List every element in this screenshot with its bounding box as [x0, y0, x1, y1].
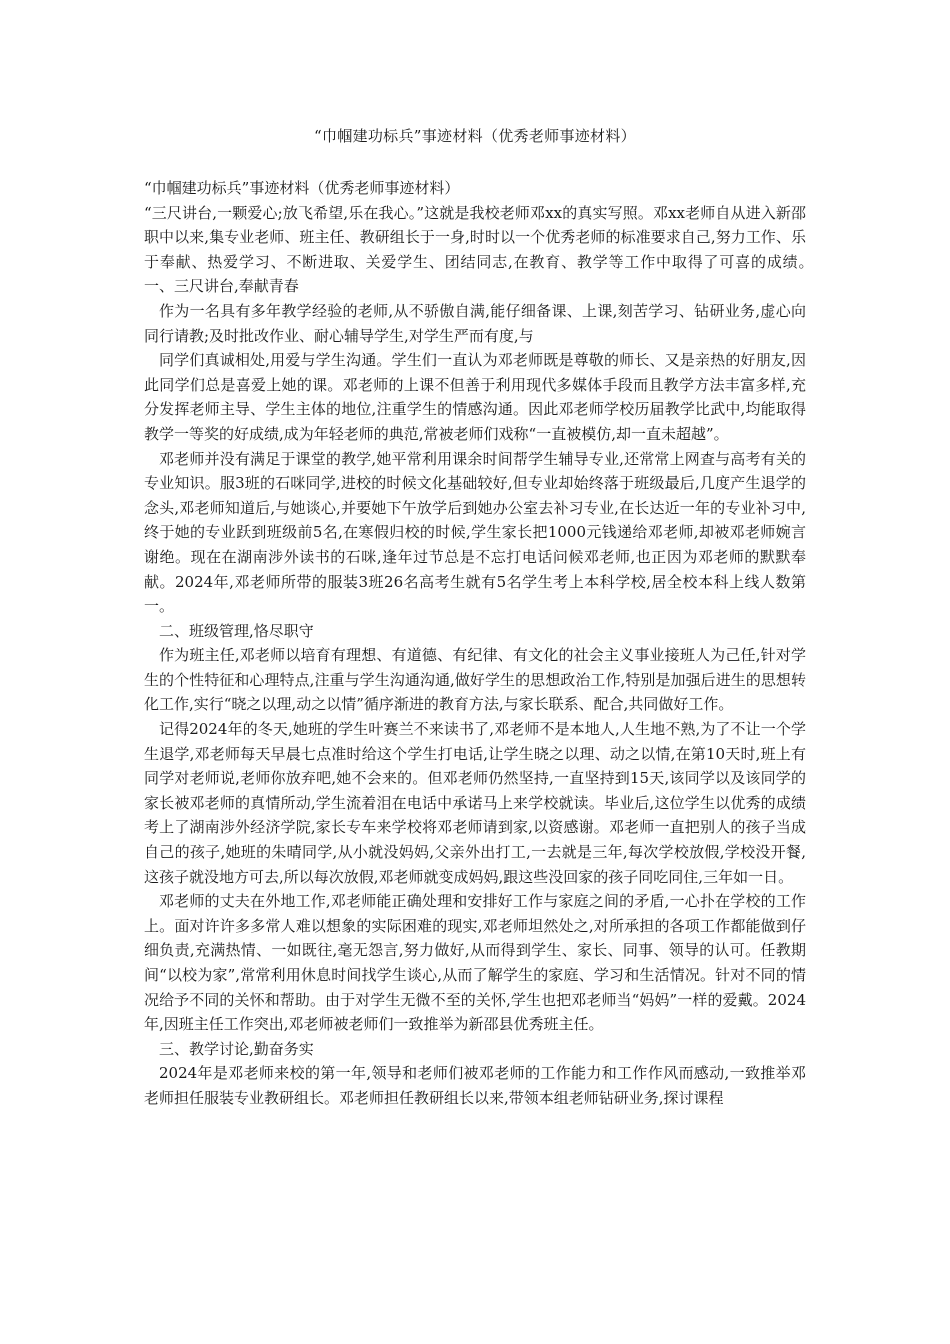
document-body [144, 176, 822, 1111]
section-heading-class-management: 二、班级管理,恪尽职守 [159, 621, 314, 640]
document-title: “巾帼建功标兵”事迹材料（优秀老师事迹材料） [314, 127, 636, 145]
paragraph-teaching-3: 邓老师并没有满足于课堂的教学,她平常利用课余时间帮学生辅导专业,还常常上网查与高考有关的专业知识。服3班的石咪同学,进校的时候文化基础较好,但专业却始终落于班级最后,几度产生退学的念头,邓老师知道后,与她谈心,并要她下午放学后到她办公室去补习专业,在长达近一年的专业补习中,终于她的专业跃到班级前5名,在寒假归校的时候,学生家长把1000元钱递给邓老师,却被邓老师婉言谢绝。现在在湖南涉外读书的石咪,逢年过节总是不忘打电话问候邓老师,也正因为邓老师的默默奉献。2024年,邓老师所带的服装3班26名高考生就有5名学生考上本科学校,居全校本科上线人数第一。 [144, 449, 806, 616]
section-heading-teaching-research: 三、教学讨论,勤奋务实 [159, 1039, 314, 1058]
paragraph-teaching-2: 同学们真诚相处,用爱与学生沟通。学生们一直认为邓老师既是尊敬的师长、又是亲热的好朋友,因此同学们总是喜爱上她的课。邓老师的上课不但善于利用现代多媒体手段而且教学方法丰富多样,充分发挥老师主导、学生主体的地位,注重学生的情感沟通。因此邓老师学校历届教学比武中,均能取得教学一等奖的好成绩,成为年轻老师的典范,常被老师们戏称“一直被模仿,却一直未超越”。 [144, 351, 806, 443]
paragraph-class-2: 记得2024年的冬天,她班的学生叶赛兰不来读书了,邓老师不是本地人,人生地不熟,为了不让一个学生退学,邓老师每天早晨七点准时给这个学生打电话,让学生晓之以理、动之以情,在第10天时,班上有同学对老师说,老师你放弃吧,她不会来的。但邓老师仍然坚持,一直坚持到15天,该同学以及该同学的家长被邓老师的真情所动,学生流着泪在电话中承诺马上来学校就读。毕业后,这位学生以优秀的成绩考上了湖南涉外经济学院,家长专车来学校将邓老师请到家,以资感谢。邓老师一直把别人的孩子当成自己的孩子,她班的朱晴同学,从小就没妈妈,父亲外出打工,一去就是三年,每次学校放假,学校没开餐,这孩子就没地方可去,所以每次放假,邓老师就变成妈妈,跟这些没回家的孩子同吃同住,三年如一日。 [144, 720, 806, 886]
paragraph-intro: “三尺讲台,一颗爱心;放飞希望,乐在我心。”这就是我校老师邓xx的真实写照。邓xx老师自从进入新邵职中以来,集专业老师、班主任、教研组长于一身,时时以一个优秀老师的标准要求自己,努力工作、乐于奉献、热爱学习、不断进取、关爱学生、团结同志,在教育、教学等工作中取得了可喜的成绩。 一、三尺讲台,奉献青春 [144, 203, 822, 296]
paragraph-research-1: 2024年是邓老师来校的第一年,领导和老师们被邓老师的工作能力和工作作风而感动,一致推举邓老师担任服装专业教研组长。邓老师担任教研组长以来,带领本组老师钻研业务,探讨课程 [144, 1064, 806, 1107]
paragraph-class-1: 作为班主任,邓老师以培育有理想、有道德、有纪律、有文化的社会主义事业接班人为己任,针对学生的个性特征和心理特点,注重与学生沟通沟通,做好学生的思想政治工作,特别是加强后进生的思想转化工作,实行“晓之以理,动之以情”循序渐进的教育方法,与家长联系、配合,共同做好工作。 [144, 646, 806, 714]
paragraph-teaching-1: 作为一名具有多年教学经验的老师,从不骄傲自满,能仔细备课、上课,刻苦学习、钻研业务,虚心向同行请教;及时批改作业、耐心辅导学生,对学生严而有度,与 [144, 301, 806, 345]
paragraph-subtitle: “巾帼建功标兵”事迹材料（优秀老师事迹材料） [144, 179, 460, 197]
paragraph-class-3: 邓老师的丈夫在外地工作,邓老师能正确处理和安排好工作与家庭之间的矛盾,一心扑在学校的工作上。面对许许多多常人难以想象的实际困难的现实,邓老师坦然处之,对所承担的各项工作都能做到仔细负责,充满热情、一如既往,毫无怨言,努力做好,从而得到学生、家长、同事、领导的认可。任教期间“以校为家”,常常利用休息时间找学生谈心,从而了解学生的家庭、学习和生活情况。针对不同的情况给予不同的关怀和帮助。由于对学生无微不至的关怀,学生也把邓老师当“妈妈”一样的爱戴。2024年,因班主任工作突出,邓老师被老师们一致推举为新邵县优秀班主任。 [144, 892, 806, 1034]
